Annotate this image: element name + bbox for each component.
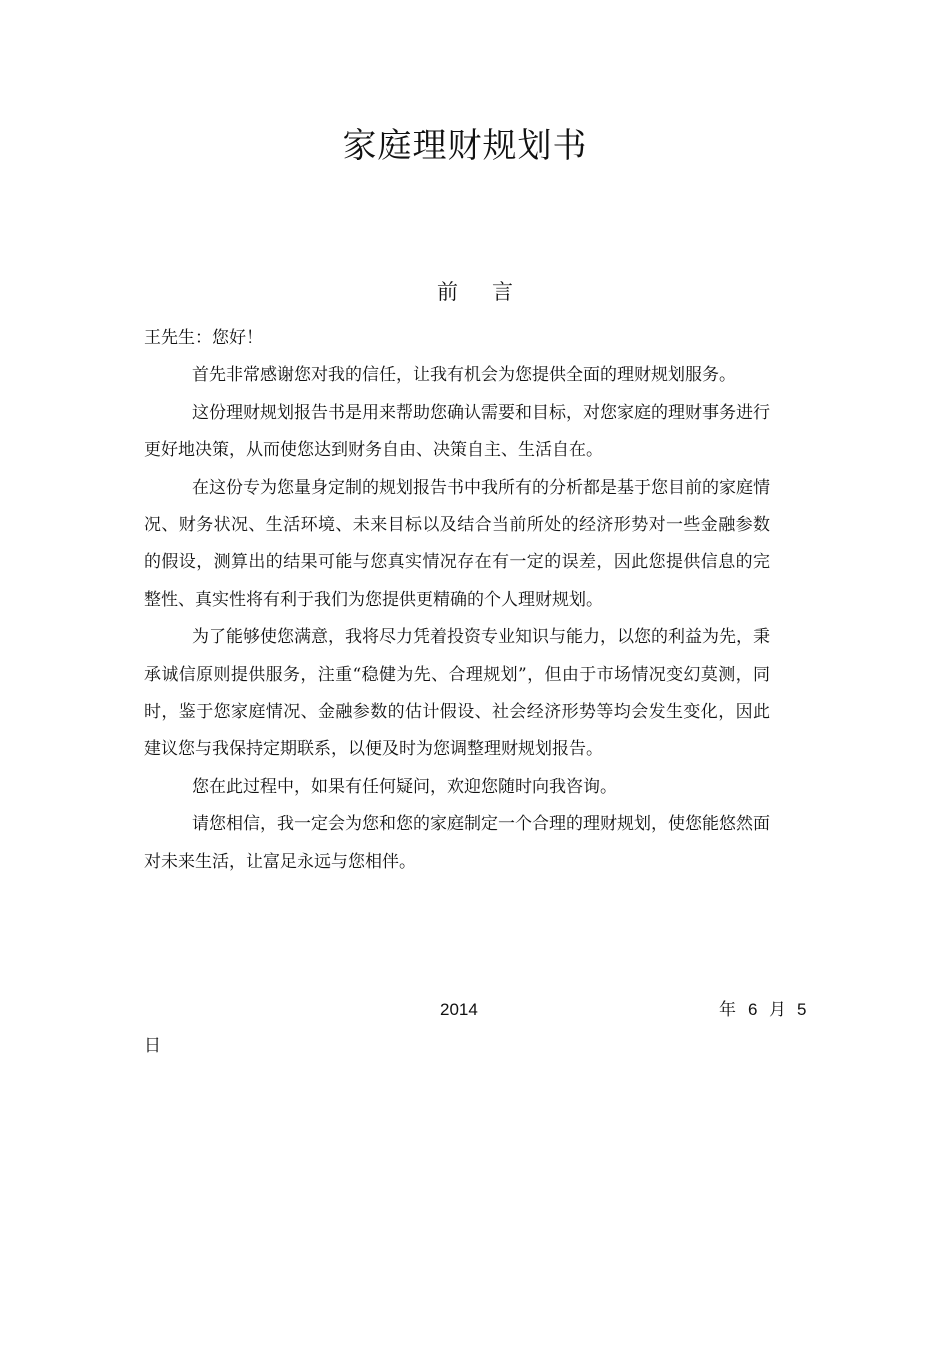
date-day-char: 日	[144, 1036, 161, 1056]
salutation: 王先生：您好！	[144, 328, 263, 348]
paragraph-purpose: 这份理财规划报告书是用来帮助您确认需要和目标，对您家庭的理财事务进行更好地决策，从而使您达到财务自由、决策自主、生活自在。	[144, 402, 770, 461]
paragraph-service-commitment: 为了能够使您满意，我将尽力凭着投资专业知识与能力，以您的利益为先，秉承诚信原则提供服务，注重“稳健为先、合理规划”，但由于市场情况变幻莫测，同时，鉴于您家庭情况、金融参数的估计假设、社会经济形势等均会发生变化，因此建议您与我保持定期联系，以便及时为您调整理财规划报告。	[144, 627, 770, 760]
date-year: 2014	[440, 1000, 478, 1019]
date-day: 5	[797, 1000, 807, 1019]
date-year-char: 年	[719, 1000, 736, 1020]
section-heading-preface: 前言	[437, 280, 547, 304]
signature-date	[0, 996, 950, 1026]
date-month: 6	[748, 1000, 758, 1019]
preface-body	[144, 320, 770, 881]
paragraph-analysis-basis: 在这份专为您量身定制的规划报告书中我所有的分析都是基于您目前的家庭情况、财务状况、生活环境、未来目标以及结合当前所处的经济形势对一些金融参数的假设，测算出的结果可能与您真实情况存在有一定的误差，因此您提供信息的完整性、真实性将有利于我们为您提供更精确的个人理财规划。	[144, 477, 770, 610]
paragraph-thanks: 首先非常感谢您对我的信任，让我有机会为您提供全面的理财规划服务。	[192, 365, 736, 386]
date-month-char: 月	[769, 1000, 786, 1020]
paragraph-closing: 请您相信，我一定会为您和您的家庭制定一个合理的理财规划，使您能悠然面对未来生活，让富足永远与您相伴。	[144, 814, 770, 872]
document-title: 家庭理财规划书	[342, 126, 588, 166]
paragraph-questions: 您在此过程中，如果有任何疑问，欢迎您随时向我咨询。	[192, 776, 617, 797]
